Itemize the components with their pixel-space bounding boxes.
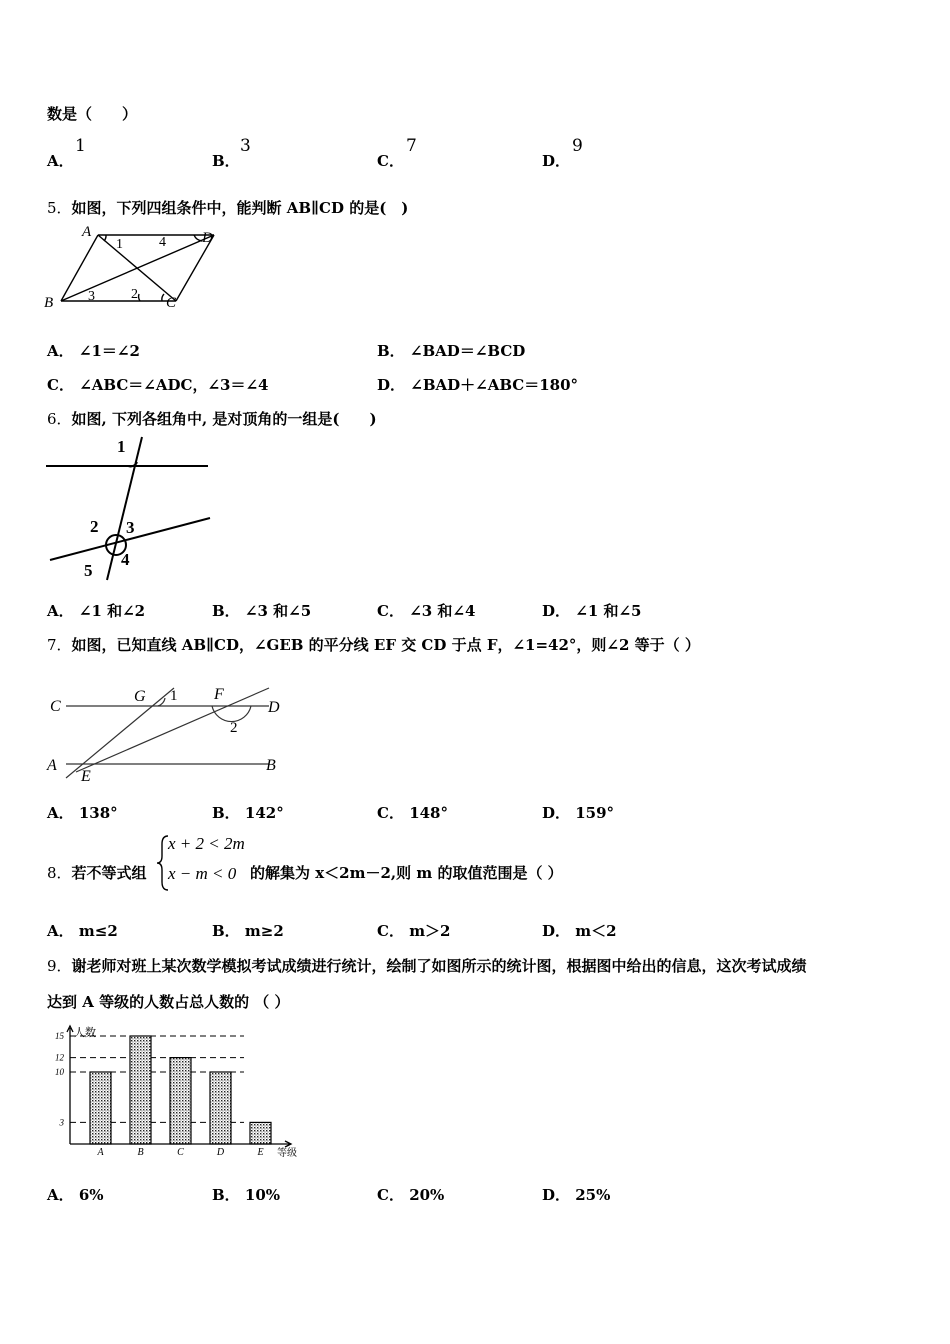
q6-angle-3: 3 <box>126 518 135 537</box>
q9-option-d[interactable]: D． 25% <box>542 1186 611 1204</box>
q6-option-b[interactable]: B． ∠3 和∠5 <box>212 602 312 620</box>
q8-option-d[interactable]: D． m＜2 <box>542 922 617 940</box>
chart-bar-a <box>90 1072 111 1144</box>
q4-option-d-value: 9 <box>572 136 583 156</box>
chart-ylabel: 人数 <box>74 1026 96 1039</box>
q7-angle-2: 2 <box>230 720 238 736</box>
q7-label-d: D <box>268 699 280 716</box>
q5-label-d: D <box>202 230 213 246</box>
q4-option-a[interactable]: A． <box>47 152 74 170</box>
q8-ineq-2: x − m < 0 <box>168 864 237 883</box>
chart-xtick-label: B <box>137 1147 144 1158</box>
q9-option-c[interactable]: C． 20% <box>377 1186 445 1204</box>
chart-ytick-label: 15 <box>55 1031 64 1041</box>
q6-angle-4: 4 <box>121 550 130 569</box>
q5-label-b: B <box>44 295 54 311</box>
chart-bar-e <box>250 1122 271 1144</box>
q9-option-a[interactable]: A． 6% <box>47 1186 104 1204</box>
chart-bar-d <box>210 1072 231 1144</box>
q4-option-b-value: 3 <box>240 136 251 156</box>
q7-label-e: E <box>81 768 91 785</box>
q4-stem-end: 数是（ ） <box>47 105 138 123</box>
q7-label-g: G <box>134 688 146 705</box>
q9-stem-line1: 9．谢老师对班上某次数学模拟考试成绩进行统计，绘制了如图所示的统计图，根据图中给出的信息，这次考试成绩 <box>47 957 807 975</box>
q7-figure <box>44 684 294 784</box>
q5-figure <box>42 222 222 311</box>
chart-xlabel: 等级 <box>277 1148 297 1159</box>
q9-bar-chart <box>44 1022 304 1162</box>
q6-stem: 6．如图, 下列各组角中, 是对顶角的一组是( ) <box>47 410 377 428</box>
q7-option-c[interactable]: C． 148° <box>377 804 448 822</box>
q8-option-b[interactable]: B． m≥2 <box>212 922 284 940</box>
q6-option-a[interactable]: A． ∠1 和∠2 <box>47 602 146 620</box>
q5-option-b[interactable]: B． ∠BAD＝∠BCD <box>377 342 526 360</box>
q5-option-a[interactable]: A． ∠1＝∠2 <box>47 342 140 360</box>
chart-bar-c <box>170 1058 191 1144</box>
chart-bar-b <box>130 1036 151 1144</box>
q5-option-c[interactable]: C． ∠ABC＝∠ADC，∠3＝∠4 <box>47 376 269 394</box>
q5-label-c: C <box>166 295 177 311</box>
q5-angle-4: 4 <box>159 235 166 250</box>
q7-label-b: B <box>266 757 276 774</box>
q8-option-c[interactable]: C． m＞2 <box>377 922 451 940</box>
q5-label-a: A <box>82 224 92 240</box>
q5-angle-1: 1 <box>116 237 123 252</box>
q4-option-c[interactable]: C． <box>377 152 404 170</box>
q6-angle-5: 5 <box>84 561 93 580</box>
q8-ineq-1: x + 2 < 2m <box>168 834 245 853</box>
q7-stem: 7．如图，已知直线 AB∥CD，∠GEB 的平分线 EF 交 CD 于点 F，∠1=42°，则∠2 等于（ ） <box>47 636 700 654</box>
chart-xtick-label: C <box>177 1147 184 1158</box>
q4-option-d[interactable]: D． <box>542 152 571 170</box>
q7-label-c: C <box>50 698 61 715</box>
q4-option-a-value: 1 <box>75 136 86 156</box>
q9-option-b[interactable]: B． 10% <box>212 1186 281 1204</box>
q8-option-a[interactable]: A． m≤2 <box>47 922 118 940</box>
chart-xtick-label: A <box>97 1147 104 1158</box>
q6-option-c[interactable]: C． ∠3 和∠4 <box>377 602 476 620</box>
q5-option-d[interactable]: D． ∠BAD＋∠ABC＝180° <box>377 376 579 394</box>
q6-figure <box>44 432 214 582</box>
q7-angle-1: 1 <box>170 688 178 704</box>
q5-stem: 5．如图，下列四组条件中，能判断 AB∥CD 的是( ) <box>47 199 409 217</box>
chart-xtick-label: D <box>216 1147 225 1158</box>
q9-stem-line2: 达到 A 等级的人数占总人数的 （ ） <box>47 993 290 1011</box>
q6-angle-1: 1 <box>117 437 126 456</box>
q8-stem-end: 的解集为 x＜2m－2,则 m 的取值范围是（ ） <box>250 864 563 882</box>
q5-angle-2: 2 <box>131 287 138 302</box>
chart-ytick-label: 10 <box>55 1067 64 1077</box>
q4-option-b[interactable]: B． <box>212 152 240 170</box>
q7-option-d[interactable]: D． 159° <box>542 804 615 822</box>
q4-option-c-value: 7 <box>406 136 417 156</box>
q7-option-b[interactable]: B． 142° <box>212 804 284 822</box>
q7-option-a[interactable]: A． 138° <box>47 804 118 822</box>
q8-stem-start: 8．若不等式组 <box>47 864 147 882</box>
q6-option-d[interactable]: D． ∠1 和∠5 <box>542 602 642 620</box>
q6-angle-2: 2 <box>90 517 99 536</box>
chart-ytick-label: 12 <box>55 1052 64 1063</box>
q7-label-a: A <box>47 757 57 774</box>
chart-xtick-label: E <box>257 1147 264 1158</box>
q5-angle-3: 3 <box>88 289 95 304</box>
chart-ytick-label: 3 <box>59 1117 64 1128</box>
q7-label-f: F <box>214 686 224 703</box>
